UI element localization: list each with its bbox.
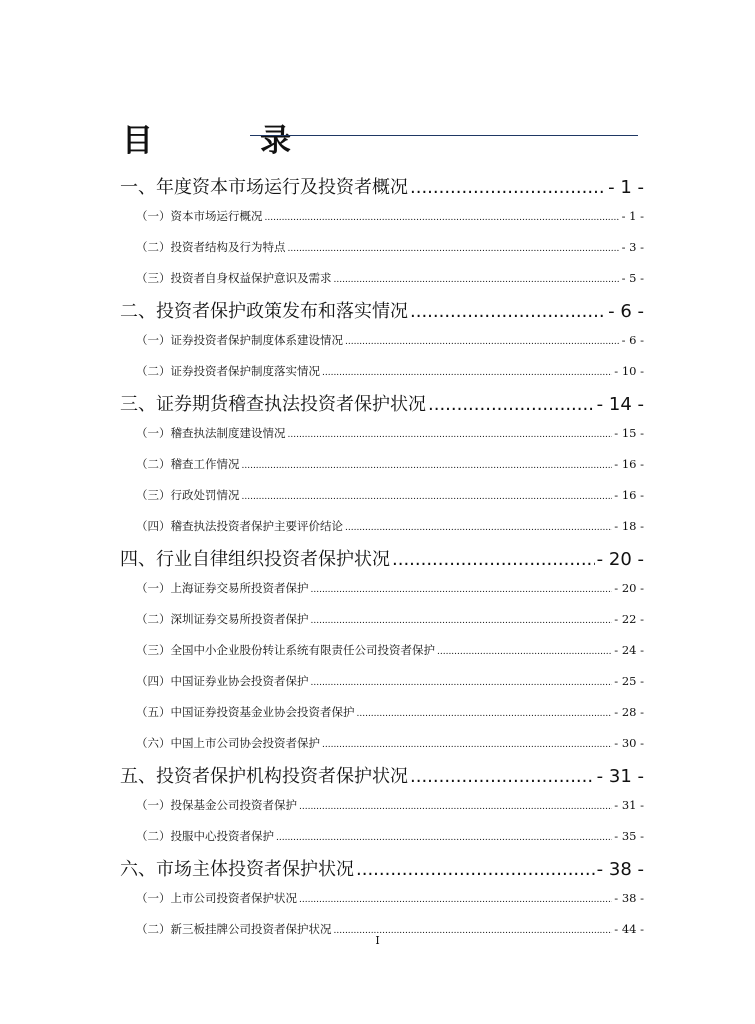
page-number: - 20 - — [596, 549, 644, 570]
section-title: 三、证券期货稽查执法投资者保护状况 — [120, 394, 426, 415]
page-number: - 38 - — [614, 891, 644, 905]
page-number: - 6 - — [621, 333, 644, 347]
subsection-title: （二）深圳证券交易所投资者保护 — [136, 612, 309, 626]
dot-leader — [265, 203, 620, 232]
dot-leader — [242, 482, 613, 511]
subsection-title: （二）新三板挂牌公司投资者保护状况 — [136, 922, 332, 936]
page-number: - 31 - — [596, 766, 644, 787]
toc-subsection[interactable] — [120, 451, 644, 482]
subsection-title: （一）上市公司投资者保护状况 — [136, 891, 297, 905]
subsection-title: （四）稽查执法投资者保护主要评价结论 — [136, 519, 343, 533]
toc-subsection[interactable] — [120, 327, 644, 358]
dot-leader — [288, 420, 613, 449]
subsection-title: （二）投服中心投资者保护 — [136, 829, 274, 843]
dot-leader — [322, 358, 612, 387]
toc-subsection[interactable] — [120, 668, 644, 699]
dot-leader — [410, 761, 595, 792]
toc-subsection[interactable] — [120, 265, 644, 296]
page-number: - 1 - — [621, 209, 644, 223]
page-number: - 44 - — [614, 922, 644, 936]
dot-leader — [437, 637, 612, 666]
toc-subsection[interactable] — [120, 885, 644, 916]
toc-subsection[interactable] — [120, 358, 644, 389]
page-number: - 22 - — [614, 612, 644, 626]
dot-leader — [428, 389, 595, 420]
dot-leader — [410, 172, 606, 203]
page-number: - 24 - — [614, 643, 644, 657]
toc-subsection[interactable] — [120, 637, 644, 668]
subsection-title: （六）中国上市公司协会投资者保护 — [136, 736, 320, 750]
page-footer-number: I — [375, 934, 380, 947]
dot-leader — [410, 296, 606, 327]
dot-leader — [311, 668, 613, 697]
toc-title: 目 录 — [122, 123, 329, 159]
dot-leader — [288, 234, 620, 263]
page-number: - 3 - — [621, 240, 644, 254]
dot-leader — [311, 575, 613, 604]
page-number: - 28 - — [614, 705, 644, 719]
dot-leader — [299, 792, 612, 821]
subsection-title: （一）投保基金公司投资者保护 — [136, 798, 297, 812]
toc-subsection[interactable] — [120, 482, 644, 513]
subsection-title: （四）中国证券业协会投资者保护 — [136, 674, 309, 688]
subsection-title: （二）稽查工作情况 — [136, 457, 240, 471]
page-number: - 1 - — [608, 177, 644, 198]
table-of-contents — [120, 172, 644, 947]
page-number: - 35 - — [614, 829, 644, 843]
dot-leader — [345, 327, 620, 356]
dot-leader — [357, 699, 613, 728]
section-title: 四、行业自律组织投资者保护状况 — [120, 549, 390, 570]
dot-leader — [345, 513, 612, 542]
page-number: - 31 - — [614, 798, 644, 812]
toc-subsection[interactable] — [120, 575, 644, 606]
section-title: 五、投资者保护机构投资者保护状况 — [120, 766, 408, 787]
toc-section[interactable] — [120, 854, 644, 885]
toc-section[interactable] — [120, 296, 644, 327]
toc-subsection[interactable] — [120, 823, 644, 854]
section-title: 一、年度资本市场运行及投资者概况 — [120, 177, 408, 198]
subsection-title: （一）资本市场运行概况 — [136, 209, 263, 223]
toc-subsection[interactable] — [120, 730, 644, 761]
subsection-title: （三）全国中小企业股份转让系统有限责任公司投资者保护 — [136, 643, 435, 657]
subsection-title: （三）投资者自身权益保护意识及需求 — [136, 271, 332, 285]
page-number: - 5 - — [621, 271, 644, 285]
subsection-title: （三）行政处罚情况 — [136, 488, 240, 502]
toc-subsection[interactable] — [120, 792, 644, 823]
dot-leader — [311, 606, 613, 635]
section-title: 二、投资者保护政策发布和落实情况 — [120, 301, 408, 322]
dot-leader — [242, 451, 613, 480]
page-number: - 10 - — [614, 364, 644, 378]
toc-section[interactable] — [120, 389, 644, 420]
toc-subsection[interactable] — [120, 699, 644, 730]
page-number: - 20 - — [614, 581, 644, 595]
subsection-title: （二）证券投资者保护制度落实情况 — [136, 364, 320, 378]
toc-section[interactable] — [120, 544, 644, 575]
page-number: - 16 - — [614, 457, 644, 471]
toc-subsection[interactable] — [120, 234, 644, 265]
page-number: - 16 - — [614, 488, 644, 502]
subsection-title: （一）稽查执法制度建设情况 — [136, 426, 286, 440]
toc-subsection[interactable] — [120, 513, 644, 544]
toc-subsection[interactable] — [120, 203, 644, 234]
subsection-title: （一）证券投资者保护制度体系建设情况 — [136, 333, 343, 347]
title-divider — [250, 135, 638, 136]
page-number: - 25 - — [614, 674, 644, 688]
dot-leader — [334, 265, 620, 294]
page-number: - 38 - — [596, 859, 644, 880]
page-number: - 6 - — [608, 301, 644, 322]
toc-subsection[interactable] — [120, 420, 644, 451]
subsection-title: （二）投资者结构及行为特点 — [136, 240, 286, 254]
section-title: 六、市场主体投资者保护状况 — [120, 859, 354, 880]
toc-section[interactable] — [120, 761, 644, 792]
dot-leader — [299, 885, 612, 914]
page-number: - 18 - — [614, 519, 644, 533]
dot-leader — [276, 823, 612, 852]
dot-leader — [322, 730, 612, 759]
toc-subsection[interactable] — [120, 606, 644, 637]
page-number: - 30 - — [614, 736, 644, 750]
dot-leader — [392, 544, 595, 575]
page-number: - 15 - — [614, 426, 644, 440]
dot-leader — [356, 854, 595, 885]
subsection-title: （一）上海证券交易所投资者保护 — [136, 581, 309, 595]
toc-section[interactable] — [120, 172, 644, 203]
page-number: - 14 - — [596, 394, 644, 415]
subsection-title: （五）中国证券投资基金业协会投资者保护 — [136, 705, 355, 719]
